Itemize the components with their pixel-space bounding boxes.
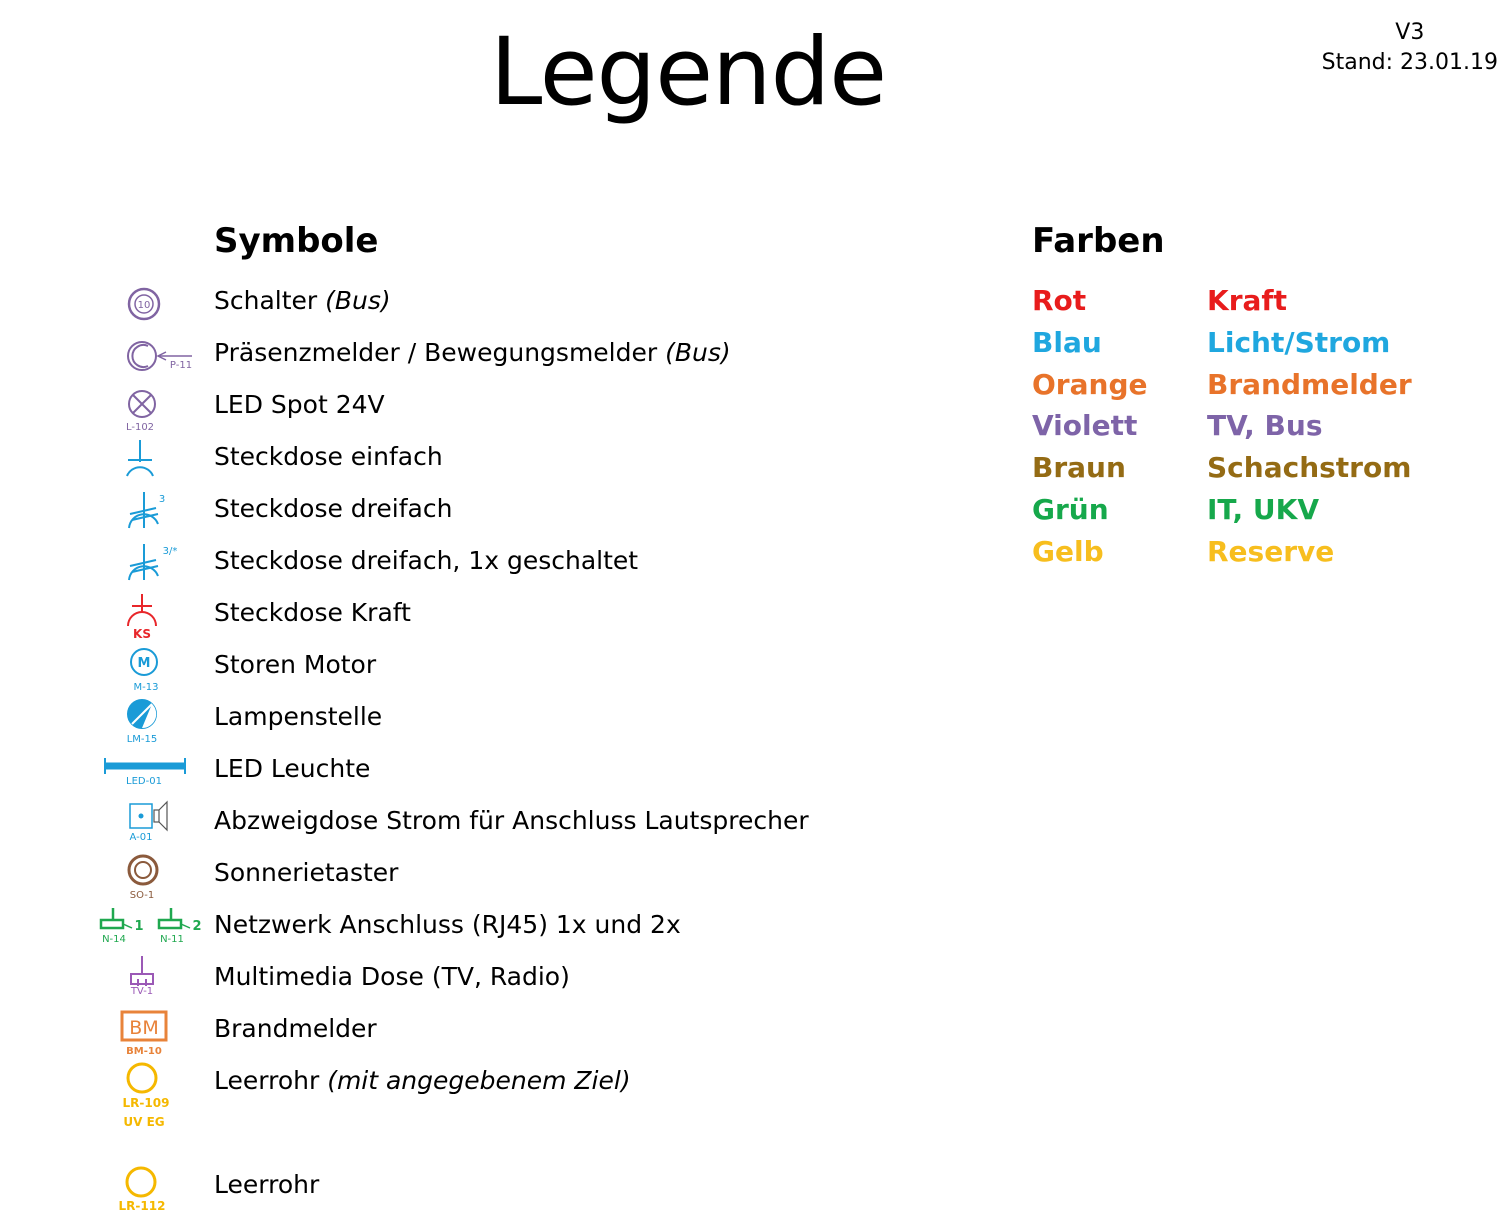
schalter-icon [96,276,206,332]
svg-text:A-01: A-01 [129,832,153,843]
symbol-label [214,910,681,940]
symbol-label-note: (mit angegebenem Ziel) [327,1066,631,1095]
svg-text:1: 1 [134,919,144,934]
color-meaning: Kraft [1207,284,1287,317]
symbol-label-text: Lampenstelle [214,702,383,731]
svg-text:P-11: P-11 [169,360,193,371]
symbol-label-text: Präsenzmelder / Bewegungsmelder [214,338,666,367]
color-row [1032,409,1492,451]
symbol-row [96,1062,856,1129]
svg-text:N-11: N-11 [160,934,184,945]
symbol-row [96,958,856,1006]
symbol-row [96,750,856,798]
symbol-label-text: Steckdose Kraft [214,598,411,627]
svg-text:LR-109: LR-109 [122,1096,170,1110]
symbol-row [96,542,856,590]
color-name: Blau [1032,325,1102,359]
version-number: V3 [1395,20,1425,45]
symbol-label [214,1066,631,1096]
symbol-label-text: Sonnerietaster [214,858,399,887]
symbol-label-note: (Bus) [665,338,731,367]
lampenstelle-icon [96,692,206,748]
page-title: Legende [490,18,887,127]
symbols-heading: Symbole [214,221,379,261]
color-meaning: Licht/Strom [1207,325,1391,359]
symbol-label-text: Netzwerk Anschluss (RJ45) 1x und 2x [214,910,681,939]
color-row [1032,451,1492,493]
svg-text:LR-112: LR-112 [118,1199,166,1213]
abzweigdose-lautsprecher-icon [96,796,206,852]
steckdose-dreifach-icon [96,484,206,540]
color-meaning: Schachstrom [1207,451,1412,485]
svg-text:BM: BM [129,1017,159,1039]
svg-text:BM-10: BM-10 [126,1046,162,1057]
version-date: Stand: 23.01.19 [1321,50,1498,75]
svg-text:N-14: N-14 [102,934,126,945]
symbol-row [96,438,856,486]
sonnerietaster-icon [96,848,206,904]
symbol-label-text: Steckdose einfach [214,442,443,471]
color-meaning: Reserve [1207,534,1335,568]
color-list [1032,284,1492,577]
svg-text:10: 10 [137,300,151,311]
symbol-label-text: Steckdose dreifach [214,494,453,523]
color-name: Braun [1032,451,1126,485]
svg-text:L-102: L-102 [125,422,155,433]
symbol-row [96,282,856,330]
color-row [1032,284,1492,326]
symbol-row [96,802,856,850]
symbol-label [214,338,731,368]
color-row [1032,368,1492,410]
color-name: Orange [1032,367,1148,401]
symbol-row [96,490,856,538]
symbol-row [96,1010,856,1058]
svg-text:UV EG: UV EG [123,1115,165,1129]
symbol-label-text: Brandmelder [214,1014,377,1043]
symbol-row [96,698,856,746]
steckdose-kraft-icon [96,588,206,644]
symbol-label [214,598,411,628]
symbol-label-text: Multimedia Dose (TV, Radio) [214,962,570,991]
color-meaning: TV, Bus [1207,409,1323,443]
symbol-label-text: Leerrohr [214,1170,320,1199]
symbol-label-text: Schalter [214,286,326,315]
symbol-label [214,806,809,836]
brandmelder-icon [96,1004,206,1060]
symbol-row [96,334,856,382]
symbol-label [214,494,452,524]
color-row [1032,326,1492,368]
svg-text:KS: KS [133,627,151,641]
symbol-row [96,906,856,954]
color-name: Rot [1032,284,1087,317]
symbol-label [214,754,370,784]
symbol-label-text: Leerrohr [214,1066,328,1095]
color-name: Gelb [1032,534,1104,568]
netzwerk-anschluss-icon [96,900,206,956]
symbol-label-text: Abzweigdose Strom für Anschluss Lautsprecher [214,806,809,835]
svg-text:M-13: M-13 [133,682,159,693]
color-name: Grün [1032,492,1109,526]
svg-text:SO-1: SO-1 [129,890,155,901]
symbol-row [96,646,856,694]
color-row [1032,493,1492,535]
colors-heading: Farben [1032,221,1165,261]
symbol-label [214,546,638,576]
symbol-label [214,286,391,316]
svg-text:LM-15: LM-15 [126,734,158,745]
symbol-label-note: (Bus) [325,286,391,315]
color-meaning: IT, UKV [1207,492,1320,526]
led-spot-icon [96,380,206,436]
symbol-row [96,594,856,642]
praesenzmelder-icon [96,328,206,384]
svg-text:LED-01: LED-01 [126,776,162,787]
svg-text:TV-1: TV-1 [130,986,154,997]
storen-motor-icon [96,640,206,696]
symbol-label [214,390,385,420]
symbol-label [214,858,398,888]
multimedia-dose-icon [96,952,206,1008]
symbol-label [214,962,570,992]
symbol-label [214,650,376,680]
svg-text:2: 2 [192,919,202,934]
svg-text:M: M [137,656,151,671]
steckdose-dreifach-geschaltet-icon [96,536,206,592]
symbol-label-text: LED Leuchte [214,754,371,783]
symbol-label-text: Steckdose dreifach, 1x geschaltet [214,546,639,575]
symbol-label-text: LED Spot 24V [214,390,385,419]
symbol-label [214,442,443,472]
led-leuchte-icon [96,744,206,800]
color-meaning: Brandmelder [1207,367,1412,401]
version-info [1322,18,1498,78]
symbol-row [96,854,856,902]
symbol-label [214,1014,377,1044]
symbol-label [214,1170,319,1200]
symbol-row [96,1166,856,1214]
symbol-label [214,702,382,732]
svg-text:3/*: 3/* [162,546,178,557]
color-row [1032,535,1492,577]
svg-text:3: 3 [158,494,166,505]
symbol-row [96,386,856,434]
leerrohr-icon [96,1160,206,1216]
steckdose-einfach-icon [96,432,206,488]
leerrohr-ziel-icon [96,1056,206,1129]
symbol-label-text: Storen Motor [214,650,377,679]
color-name: Violett [1032,409,1138,443]
